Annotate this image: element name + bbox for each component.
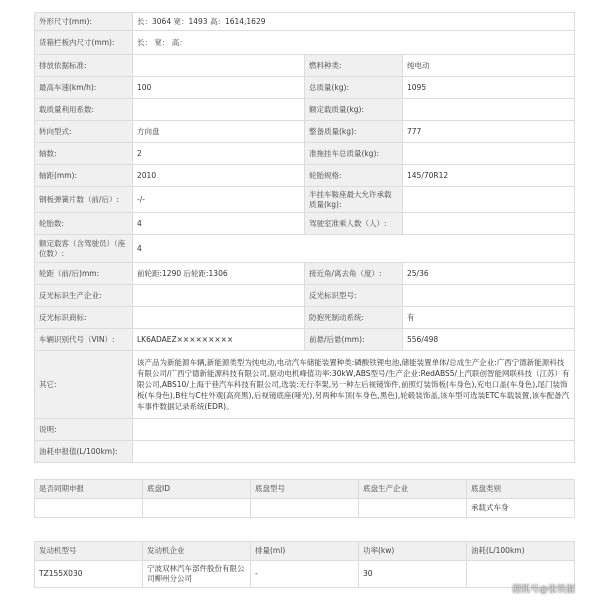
tire-count-label: 轮胎数: (35, 213, 133, 235)
angles-label: 接近角/离去角（度）: (305, 263, 403, 285)
track-label: 轮距（前/后)mm: (35, 263, 133, 285)
cab-seats-value (403, 213, 575, 235)
tire-spec-label: 轮胎规格: (305, 165, 403, 187)
spring-count-label: 钢板弹簧片数（前/后）: (35, 187, 133, 213)
row-speed (35, 77, 575, 99)
trailer-mass-value (403, 143, 575, 165)
watermark-text: 搜狐号@张铁掘 (512, 585, 576, 595)
engine-cell: 30 (359, 561, 467, 588)
vin-value: LK6ADAEZ××××××××× (133, 329, 305, 351)
engine-data-row (35, 561, 575, 588)
row-steering (35, 121, 575, 143)
saddle-mass-value (403, 187, 575, 213)
max-speed-value: 100 (133, 77, 305, 99)
row-tires (35, 213, 575, 235)
note-value (133, 419, 575, 441)
row-reflect (35, 285, 575, 307)
engine-header-cell: 功率(kw) (359, 542, 467, 561)
engine-header-cell: 发动机型号 (35, 542, 143, 561)
abs-value: 有 (403, 307, 575, 329)
chassis-header-cell: 是否同期申报 (35, 480, 143, 499)
chassis-cell (35, 499, 143, 518)
row-other (35, 351, 575, 419)
chassis-table (34, 479, 575, 518)
chassis-header-cell: 底盘类别 (467, 480, 575, 499)
row-abs (35, 307, 575, 329)
outer-dim-value: 长：3064 宽：1493 高：1614,1629 (133, 13, 575, 31)
saddle-mass-label: 半挂车鞍座最大允许承载质量(kg): (305, 187, 403, 213)
wheelbase-value: 2010 (133, 165, 305, 187)
reflect-model-value (403, 285, 575, 307)
engine-header-cell: 发动机企业 (143, 542, 251, 561)
steering-label: 转向型式: (35, 121, 133, 143)
axles-label: 轴数: (35, 143, 133, 165)
row-cargo-dim (35, 31, 575, 55)
curb-mass-value: 777 (403, 121, 575, 143)
chassis-cell (143, 499, 251, 518)
engine-cell: 宁波双林汽车部件股份有限公司柳州分公司 (143, 561, 251, 588)
row-vin (35, 329, 575, 351)
chassis-header-cell: 底盘生产企业 (359, 480, 467, 499)
tire-spec-value: 145/70R12 (403, 165, 575, 187)
engine-table (34, 541, 575, 588)
other-value: 该产品为新能源车辆,新能源类型为纯电动,电动汽车储能装置种类:磷酸铁锂电池,储能装置单体/总成生产企业:广西宁德新能源科技有限公司/广西宁德新能源科技有限公司,驱动电机峰值功率:30kW,ABS型号/生产企业:RedABS5/上汽联创智能网联科技（江苏）有限公司,ABS10/上海干巷汽车科技有限公司,选装:无行李架,另一种左后视镜饰件,前照灯装饰板(车身色),充电口盖(车身色),尾门装饰板(车身色),B柱与C柱外观(高亮黑),后视镜底座(哑光),另两种车顶(车身色,黑色),轮毂装饰盖,该车型可选装ETC车载装置,该车配备汽车事件数据记录系统(EDR)。 (133, 351, 575, 419)
steering-value: 方向盘 (133, 121, 305, 143)
fuel-value: 纯电动 (403, 55, 575, 77)
emission-label: 排放依据标准: (35, 55, 133, 77)
row-load (35, 99, 575, 121)
total-mass-label: 总质量(kg): (305, 77, 403, 99)
row-outer-dim (35, 13, 575, 31)
watermark (502, 582, 575, 595)
row-springs (35, 187, 575, 213)
rated-load-value (403, 99, 575, 121)
fuel-report-value (133, 441, 575, 463)
cargo-dim-label: 货箱栏板内尺寸(mm): (35, 31, 133, 55)
max-speed-label: 最高车速(km/h): (35, 77, 133, 99)
cab-seats-label: 驾驶室准乘人数（人）: (305, 213, 403, 235)
load-util-value (133, 99, 305, 121)
chassis-data-row (35, 499, 575, 518)
outer-dim-label: 外形尺寸(mm): (35, 13, 133, 31)
abs-label: 防抱死制动系统: (305, 307, 403, 329)
trailer-mass-label: 准拖挂车总质量(kg): (305, 143, 403, 165)
rated-load-label: 额定载质量(kg): (305, 99, 403, 121)
row-axles (35, 143, 575, 165)
overhang-value: 556/498 (403, 329, 575, 351)
chassis-header-cell: 底盘ID (143, 480, 251, 499)
row-fuel-report (35, 441, 575, 463)
tire-count-value: 4 (133, 213, 305, 235)
chassis-cell (251, 499, 359, 518)
chassis-header-cell: 底盘型号 (251, 480, 359, 499)
chassis-header-row (35, 480, 575, 499)
reflect-model-label: 反光标识型号: (305, 285, 403, 307)
spring-count-value: -/- (133, 187, 305, 213)
other-label: 其它: (35, 351, 133, 419)
engine-header-cell: 排量(ml) (251, 542, 359, 561)
total-mass-value: 1095 (403, 77, 575, 99)
chassis-cell (359, 499, 467, 518)
load-util-label: 载质量利用系数: (35, 99, 133, 121)
sohu-icon (502, 586, 510, 594)
cargo-dim-value: 长： 宽： 高： (133, 31, 575, 55)
overhang-label: 前悬/后悬(mm): (305, 329, 403, 351)
passengers-value: 4 (133, 235, 575, 263)
passengers-label: 额定载客（含驾驶员）（座位数）: (35, 235, 133, 263)
angles-value: 25/36 (403, 263, 575, 285)
track-value: 前轮距:1290 后轮距:1306 (133, 263, 305, 285)
fuel-label: 燃料种类: (305, 55, 403, 77)
wheelbase-label: 轴距(mm): (35, 165, 133, 187)
reflect-brand-value (133, 307, 305, 329)
reflect-brand-label: 反光标识商标: (35, 307, 133, 329)
fuel-report-label: 油耗申报值(L/100km): (35, 441, 133, 463)
row-note (35, 419, 575, 441)
engine-cell: TZ155X030 (35, 561, 143, 588)
reflect-maker-label: 反光标识生产企业: (35, 285, 133, 307)
axles-value: 2 (133, 143, 305, 165)
reflect-maker-value (133, 285, 305, 307)
engine-cell: - (251, 561, 359, 588)
note-label: 说明: (35, 419, 133, 441)
row-wheelbase (35, 165, 575, 187)
chassis-cell: 承载式车身 (467, 499, 575, 518)
spec-table (34, 12, 575, 463)
emission-value (133, 55, 305, 77)
row-track (35, 263, 575, 285)
vin-label: 车辆识别代号（VIN）: (35, 329, 133, 351)
curb-mass-label: 整备质量(kg): (305, 121, 403, 143)
row-passengers (35, 235, 575, 263)
row-emission (35, 55, 575, 77)
engine-header-cell: 油耗(L/100km) (467, 542, 575, 561)
engine-header-row (35, 542, 575, 561)
